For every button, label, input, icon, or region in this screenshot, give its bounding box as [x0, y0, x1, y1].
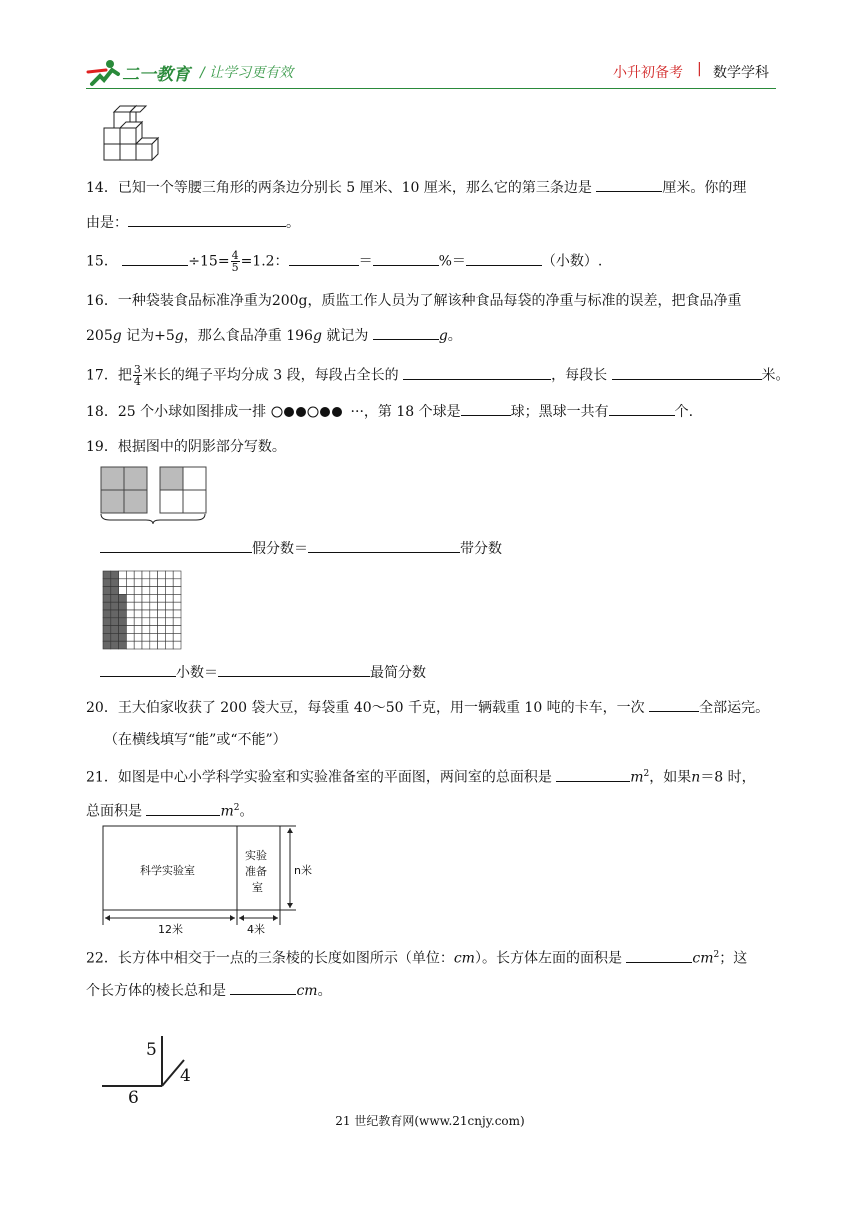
header-category: 小升初备考	[613, 65, 683, 81]
q21-blank-1[interactable]	[556, 767, 630, 782]
grid-cell	[150, 571, 158, 579]
q18-dots: ···	[350, 404, 364, 420]
grid-cell	[165, 587, 173, 595]
cube-stack-figure	[100, 104, 166, 164]
room-plan-lines	[102, 825, 314, 935]
question-18	[86, 401, 693, 422]
q18-text3: 球；黑球一共有	[510, 404, 609, 420]
grid-cell	[119, 633, 127, 641]
grid-cell	[142, 610, 150, 618]
grid-cell	[134, 594, 142, 602]
room-lab-label: 科学实验室	[140, 864, 195, 877]
q20-blank[interactable]	[649, 697, 699, 712]
grid-cell	[165, 594, 173, 602]
grid-cell	[111, 602, 119, 610]
grid-cell	[119, 626, 127, 634]
edge-length-6: 6	[128, 1088, 139, 1108]
header-subject: 数学学科	[713, 65, 769, 81]
grid-cell	[111, 571, 119, 579]
q16-205: 205	[86, 328, 113, 344]
grid-cell	[142, 602, 150, 610]
q22-text3: ；这	[719, 950, 748, 967]
q22-text1: 22．长方体中相交于一点的三条棱的长度如图所示（单位：	[86, 950, 454, 967]
question-21-line2: 总面积是 $m^2$。	[86, 798, 253, 822]
grid-cell	[165, 618, 173, 626]
grid-cell	[134, 571, 142, 579]
q21-end: 。	[239, 803, 254, 820]
grid-cell	[103, 633, 111, 641]
q15-tail: （小数）.	[541, 253, 603, 270]
grid-cell	[111, 633, 119, 641]
q20-tail: 全部运完。	[699, 700, 770, 716]
q19-blank-3[interactable]	[100, 662, 176, 677]
edge-length-4: 4	[180, 1066, 191, 1086]
grid-cell	[165, 641, 173, 649]
q18-text1: 18．25 个小球如图排成一排	[86, 404, 267, 420]
q17-blank-2[interactable]	[612, 365, 762, 380]
grid-cell	[111, 626, 119, 634]
question-19-row1	[100, 538, 502, 559]
grid-cell	[103, 602, 111, 610]
q19-blank-4[interactable]	[218, 662, 370, 677]
q15-fraction	[231, 250, 240, 273]
hundred-grid-figure	[102, 570, 182, 650]
grid-cell	[134, 602, 142, 610]
grid-cell	[134, 641, 142, 649]
q16-g3: g	[312, 328, 322, 344]
q16-unit: g	[438, 328, 448, 344]
grid-cell	[134, 618, 142, 626]
q19-mixed-label: 带分数	[460, 541, 502, 557]
grid-cell	[134, 610, 142, 618]
grid-cell	[119, 587, 127, 595]
q22-blank-1[interactable]	[626, 948, 692, 963]
question-15	[86, 250, 602, 273]
grid-cell	[142, 587, 150, 595]
q17-frac-num: 3	[133, 363, 141, 376]
grid-cell	[158, 579, 166, 587]
grid-cell	[134, 633, 142, 641]
q17-fraction	[133, 364, 142, 387]
grid-cell	[119, 579, 127, 587]
q19-blank-2[interactable]	[308, 538, 460, 553]
q18-text2: ，第 18 个球是	[363, 404, 461, 420]
grid-cell	[119, 602, 127, 610]
grid-cell	[165, 571, 173, 579]
grid-cell	[158, 587, 166, 595]
grid-cell	[142, 579, 150, 587]
bottom-length-4: 4米	[247, 923, 265, 936]
grid-cell	[111, 641, 119, 649]
grid-cell	[158, 610, 166, 618]
grid-cell	[165, 602, 173, 610]
grid-cell	[126, 571, 134, 579]
grid-cell	[111, 594, 119, 602]
grid-cell	[126, 579, 134, 587]
grid-cell	[173, 610, 181, 618]
q21-cond: ＝8 时，	[700, 769, 756, 786]
q19-decimal-label: 小数＝	[176, 665, 218, 681]
q16-g1: g	[112, 328, 122, 344]
q15-blank-2[interactable]	[289, 251, 359, 266]
q21-text: 21．如图是中心小学科学实验室和实验准备室的平面图，两间室的总面积是	[86, 769, 552, 786]
q17-text3: 米。	[761, 367, 790, 384]
grid-cell	[158, 618, 166, 626]
grid-cell	[126, 626, 134, 634]
q22-sum-label: 个长方体的棱长总和是	[86, 983, 226, 999]
question-20-line2: （在横线填写“能”或“不能”）	[104, 732, 287, 748]
q17-text2: ，每段长	[551, 367, 608, 384]
q15-mid: =1.2：	[240, 253, 289, 270]
room-prep-label-3: 室	[252, 881, 263, 894]
grid-cell	[119, 594, 127, 602]
logo-text: 二一教育	[122, 65, 190, 85]
grid-cell	[173, 594, 181, 602]
question-16: 16．一种袋装食品标准净重为200g，质监工作人员为了解该种食品每袋的净重与标准的误差，把食品净重	[86, 293, 742, 309]
grid-cell	[126, 587, 134, 595]
q21-total-label: 总面积是	[86, 803, 142, 820]
grid-cell	[111, 587, 119, 595]
q21-unit: m	[630, 769, 644, 786]
grid-cell	[103, 594, 111, 602]
q19-blank-1[interactable]	[100, 538, 252, 553]
grid-cell	[119, 618, 127, 626]
q15-eq: ＝	[358, 253, 373, 270]
grid-cell	[103, 641, 111, 649]
q14-blank-1[interactable]	[596, 177, 662, 192]
grid-cell	[173, 633, 181, 641]
q20-text: 20．王大伯家收获了 200 袋大豆，每袋重 40～50 千克，用一辆载重 10 吨的卡车，一次	[86, 700, 645, 716]
grid-cell	[173, 626, 181, 634]
grid-cell	[126, 618, 134, 626]
grid-cell	[126, 633, 134, 641]
cuboid-edges-figure	[100, 1028, 200, 1108]
grid-cell	[111, 610, 119, 618]
q17-number: 17．把	[86, 367, 132, 384]
grid-cell	[119, 641, 127, 649]
grid-cell	[165, 579, 173, 587]
q18-text4: 个.	[674, 404, 694, 420]
grid-cell	[111, 579, 119, 587]
question-20	[86, 697, 769, 718]
footer: 21 世纪教育网(www.21cnjy.com)	[335, 1114, 525, 1128]
q16-recorded: 就记为	[321, 328, 369, 344]
q19-improper-label: 假分数＝	[252, 541, 308, 557]
grid-cell	[103, 579, 111, 587]
grid-cell	[111, 618, 119, 626]
question-21: 21．如图是中心小学科学实验室和实验准备室的平面图，两间室的总面积是 $m^2$，如果n＝8 时，	[86, 764, 756, 788]
q21-var: n	[691, 769, 701, 786]
grid-cell	[134, 626, 142, 634]
grid-cell	[119, 610, 127, 618]
grid-cell	[142, 641, 150, 649]
grid-cell	[142, 594, 150, 602]
q14-blank-2[interactable]	[128, 212, 286, 227]
fraction-squares-figure	[100, 466, 208, 524]
q22-end: 。	[317, 983, 332, 999]
q18-blank-1[interactable]	[461, 401, 511, 416]
q15-blank-3[interactable]	[373, 251, 439, 266]
grid-cell	[173, 571, 181, 579]
q14-end: 。	[286, 215, 300, 231]
grid-cell	[103, 618, 111, 626]
q22-unit2: cm	[296, 983, 318, 999]
q15-frac-den: 5	[231, 261, 239, 274]
grid-cell	[165, 610, 173, 618]
grid-cell	[165, 633, 173, 641]
q15-blank-1[interactable]	[122, 251, 188, 266]
q15-blank-4[interactable]	[466, 251, 542, 266]
slogan: / 让学习更有效	[200, 65, 294, 81]
q15-pct: %＝	[438, 253, 466, 270]
edge-length-5: 5	[146, 1040, 157, 1060]
grid-cell	[158, 602, 166, 610]
grid-cell	[103, 610, 111, 618]
question-19-row2	[100, 662, 426, 683]
runner-logo-icon	[86, 58, 122, 88]
q21-unit2: m	[220, 803, 234, 820]
grid-cell	[158, 626, 166, 634]
q22-cm: cm	[453, 950, 475, 967]
q19-simplest-label: 最简分数	[370, 665, 426, 681]
grid-cell	[134, 587, 142, 595]
side-length-label: n米	[294, 864, 312, 877]
q18-blank-2[interactable]	[609, 401, 675, 416]
header-separator: |	[697, 61, 702, 77]
grid-cell	[150, 633, 158, 641]
q16-plus5: 记为+5	[121, 328, 175, 344]
grid-cell	[119, 571, 127, 579]
q15-number: 15．	[86, 253, 118, 270]
grid-cell	[126, 610, 134, 618]
grid-cell	[150, 626, 158, 634]
grid-cell	[150, 641, 158, 649]
q16-g2: g	[174, 328, 184, 344]
q14-unit: 厘米。你的理	[662, 180, 747, 196]
question-22: 22．长方体中相交于一点的三条棱的长度如图所示（单位：cm）。长方体左面的面积是 $cm^2$；这	[86, 945, 747, 969]
question-14-line2	[86, 212, 300, 233]
grid-cell	[150, 579, 158, 587]
grid-cell	[173, 579, 181, 587]
question-16-line2	[86, 325, 462, 346]
q14-reason-label: 由是：	[86, 215, 128, 231]
grid-cell	[126, 602, 134, 610]
q15-frac-num: 4	[231, 249, 239, 262]
grid-cell	[158, 641, 166, 649]
grid-cell	[150, 610, 158, 618]
grid-cell	[134, 579, 142, 587]
q16-end: 。	[447, 328, 462, 344]
question-17	[86, 364, 790, 387]
grid-cell	[173, 602, 181, 610]
q17-text1: 米长的绳子平均分成 3 段，每段占全长的	[142, 367, 399, 384]
grid-cell	[103, 626, 111, 634]
grid-cell	[126, 641, 134, 649]
grid-cell	[126, 594, 134, 602]
header-divider	[86, 88, 776, 89]
grid-cell	[142, 626, 150, 634]
question-14	[86, 177, 746, 198]
q17-blank-1[interactable]	[403, 365, 551, 380]
grid-cell	[142, 633, 150, 641]
grid-cell	[103, 571, 111, 579]
grid-cell	[158, 594, 166, 602]
q14-text: 14．已知一个等腰三角形的两条边分别长 5 厘米、10 厘米，那么它的第三条边是	[86, 180, 592, 196]
q22-blank-2[interactable]	[230, 980, 296, 995]
grid-cell	[173, 618, 181, 626]
q16-blank[interactable]	[373, 325, 439, 340]
grid-cell	[173, 587, 181, 595]
ball-row-figure	[271, 405, 351, 419]
q17-frac-den: 4	[133, 375, 141, 388]
grid-cell	[150, 618, 158, 626]
grid-cell	[158, 633, 166, 641]
q21-mid: ，如果	[649, 769, 692, 786]
room-prep-label-2: 准备	[245, 865, 267, 878]
grid-cell	[103, 587, 111, 595]
grid-cell	[142, 618, 150, 626]
question-22-line2	[86, 980, 332, 1001]
grid-cell	[142, 571, 150, 579]
q21-blank-2[interactable]	[146, 801, 220, 816]
question-19-title: 19．根据图中的阴影部分写数。	[86, 439, 286, 455]
room-prep-label-1: 实验	[245, 849, 267, 862]
q15-div: ÷15=	[188, 253, 230, 270]
q16-196: ，那么食品净重 196	[183, 328, 313, 344]
grid-cell	[150, 602, 158, 610]
grid-cell	[158, 571, 166, 579]
grid-cell	[173, 641, 181, 649]
bottom-length-12: 12米	[158, 923, 183, 936]
grid-cell	[150, 587, 158, 595]
q22-unit: cm	[692, 950, 714, 967]
grid-cell	[150, 594, 158, 602]
q22-text2: ）。长方体左面的面积是	[474, 950, 622, 967]
room-plan-figure	[102, 825, 314, 935]
grid-cell	[165, 626, 173, 634]
